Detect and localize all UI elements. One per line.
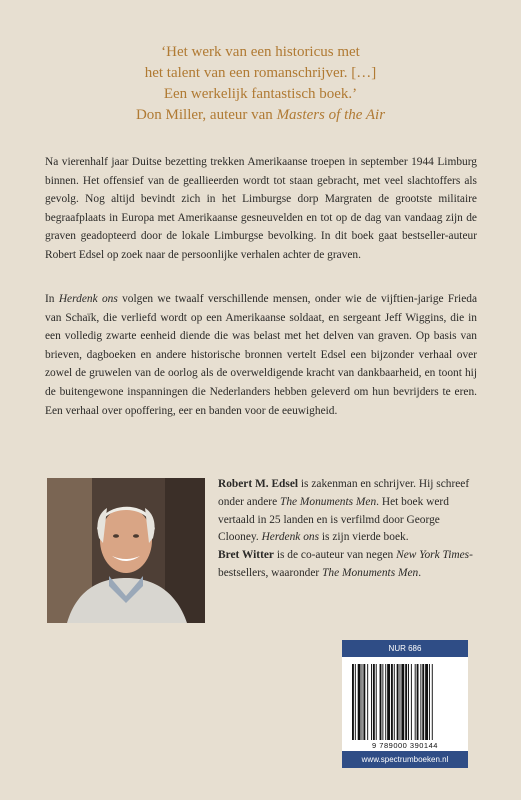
blurb-paragraph-2 bbox=[45, 290, 477, 420]
coauthor-bio-text-2: -bestsellers, waaronder bbox=[218, 549, 473, 579]
author-portrait-image bbox=[47, 478, 205, 623]
p2-prefix: In bbox=[45, 293, 59, 305]
author-bio bbox=[218, 476, 483, 583]
coauthor-bio-text-3: . bbox=[418, 566, 422, 579]
attribution-title: Masters of the Air bbox=[276, 107, 386, 123]
quote-attribution bbox=[40, 105, 481, 126]
author-photo bbox=[47, 478, 205, 623]
coauthor-name: Bret Witter bbox=[218, 549, 274, 562]
quote-line-2: het talent van een romanschrijver. […] bbox=[144, 65, 377, 81]
quote-line-3: Een werkelijk fantastisch boek.’ bbox=[163, 86, 358, 102]
p2-title: Herdenk ons bbox=[58, 293, 118, 305]
quote-line-1: ‘Het werk van een historicus met bbox=[161, 44, 360, 60]
author-bio-text-1: is zakenman en schrijver. Hij schreef onder andere bbox=[218, 478, 470, 508]
author-book-1: The Monuments Men bbox=[279, 495, 377, 508]
author-book-2: Herdenk ons bbox=[261, 531, 320, 544]
coauthor-list-name: New York Times bbox=[396, 549, 470, 562]
barcode-image bbox=[350, 664, 460, 740]
isbn-number: 9 789000 390144 bbox=[372, 741, 438, 750]
blurb-paragraph-1: Na vierenhalf jaar Duitse bezetting trekken Amerikaanse troepen in september 1944 Limburg binnen. Het offensief van de geallieerden wordt tot staan gebracht, met veel slachtoffers als gevolg. Nog altijd bevindt zich in het Limburgse dorp Margraten de grootste militaire begraafplaats in Europa met Amerikaanse gesneuvelden en tot op de dag van vandaag zijn de graven geadopteerd door de lokale Limburgse bevolking. In dit boek gaat bestseller-auteur Robert Edsel op zoek naar de persoonlijke verhalen achter de graven. bbox=[45, 156, 477, 261]
review-quote bbox=[40, 42, 481, 126]
p2-body: volgen we twaalf verschillende mensen, onder wie de vijftien-jarige Frieda van Schaïk, die verliefd wordt op een Amerikaanse soldaat, en sergeant Jeff Wiggins, die in een volledig zwarte eenheid diende die was belast met het delven van graven. Op basis van brieven, dagboeken en andere historische bronnen vertelt Edsel een bijzonder verhaal over zowel de gruwelen van de oorlog als de overweldigende kracht van dankbaarheid, en toont hij de buitengewone inspanningen die Nederlanders hebben geleverd om hun bevrijders te eren. Een verhaal over opoffering, eer en banden voor de eeuwigheid. bbox=[45, 293, 477, 417]
publisher-url[interactable]: www.spectrumboeken.nl bbox=[342, 751, 468, 768]
author-name: Robert M. Edsel bbox=[218, 478, 299, 490]
coauthor-bio-text-1: is de co-auteur van negen bbox=[274, 549, 397, 562]
author-bio-text-2: . Het boek werd vertaald in 25 landen en is verfilmd door George Clooney. bbox=[218, 495, 449, 544]
author-bio-text-3: is zijn vierde boek. bbox=[319, 531, 409, 544]
nur-code: NUR 686 bbox=[342, 640, 468, 657]
barcode-block bbox=[342, 640, 468, 768]
attribution-prefix: Don Miller, auteur van bbox=[135, 107, 277, 123]
coauthor-book: The Monuments Men bbox=[322, 566, 419, 579]
